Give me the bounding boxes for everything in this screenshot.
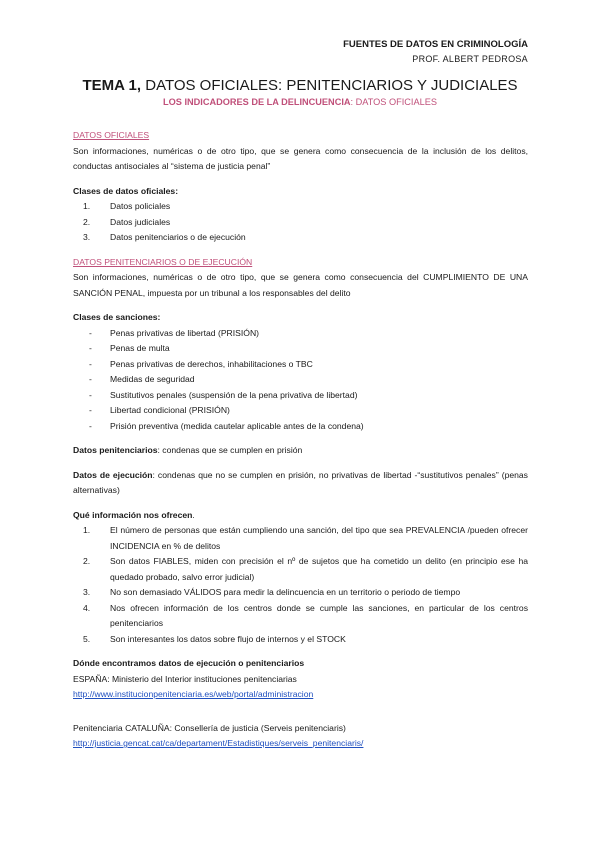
exec-label: Datos de ejecución bbox=[73, 469, 153, 480]
offers-title-text: Qué información nos ofrecen bbox=[73, 509, 193, 520]
where-title: Dónde encontramos datos de ejecución o penitenciarios bbox=[73, 658, 305, 668]
list-text: Son interesantes los datos sobre flujo de internos y el STOCK bbox=[110, 633, 346, 644]
sanctions-list bbox=[73, 326, 528, 435]
list-text: Datos penitenciarios o de ejecución bbox=[110, 232, 246, 242]
list-number: 2. bbox=[83, 216, 91, 227]
list-text: Penas de multa bbox=[110, 343, 170, 353]
list-text: Sustitutivos penales (suspensión de la pena privativa de libertad) bbox=[110, 389, 358, 400]
list-text: Son datos FIABLES, miden con precisión el nº de sujetos que ha cometido un delito (en principio ese ha quedado probado, salvo error judicial) bbox=[110, 556, 528, 582]
list-item bbox=[73, 326, 528, 342]
list-number: 3. bbox=[83, 232, 91, 242]
list-number: 4. bbox=[83, 602, 91, 613]
list-text: Penas privativas de libertad (PRISIÓN) bbox=[110, 327, 260, 338]
list-item bbox=[73, 523, 528, 554]
pen-label: Datos penitenciarios bbox=[73, 445, 158, 455]
dash-bullet: - bbox=[89, 420, 92, 431]
list-number: 2. bbox=[83, 556, 91, 566]
title-rest: DATOS OFICIALES: PENITENCIARIOS Y JUDICIALES bbox=[141, 77, 518, 94]
list-number: 3. bbox=[83, 587, 91, 597]
list-item bbox=[73, 372, 528, 388]
list-item bbox=[73, 199, 528, 215]
list-number: 5. bbox=[83, 633, 91, 644]
list-item bbox=[73, 601, 528, 632]
exec-text: : condenas que no se cumplen en prisión, no privativas de libertad -“sustitutivos penales” (penas alternativas) bbox=[73, 469, 528, 495]
list-item bbox=[73, 230, 528, 246]
classes-list bbox=[73, 199, 528, 246]
catalonia-source: Penitenciaria CATALUÑA: Consellería de justicia (Serveis penitenciaris) bbox=[73, 722, 346, 733]
list-text: El número de personas que están cumpliendo una sanción, del tipo que sea PREVALENCIA /pueden ofrecer INCIDENCIA en % de delitos bbox=[110, 525, 528, 551]
offers-title bbox=[73, 508, 528, 524]
list-number: 1. bbox=[83, 525, 91, 535]
dash-bullet: - bbox=[89, 374, 92, 384]
offers-list bbox=[73, 523, 528, 647]
list-item bbox=[73, 554, 528, 585]
professor-header: PROF. ALBERT PEDROSA bbox=[412, 54, 528, 64]
spain-source: ESPAÑA: Ministerio del Interior instituciones penitenciarias bbox=[73, 673, 297, 684]
catalonia-link[interactable]: http://justicia.gencat.cat/ca/departament/Estadistiques/serveis_penitenciaris/ bbox=[73, 738, 364, 748]
course-header: FUENTES DE DATOS EN CRIMINOLOGÍA bbox=[343, 39, 528, 50]
definition-datos-oficiales: Son informaciones, numéricas o de otro tipo, que se genera como consecuencia de la inclusión de los delitos, conductas antisociales al “sistema de justicia penal” bbox=[73, 145, 528, 171]
subtitle-rest: : DATOS OFICIALES bbox=[350, 97, 437, 107]
title-bold: TEMA 1, bbox=[82, 77, 142, 94]
list-item bbox=[73, 419, 528, 435]
section-heading-datos-oficiales: DATOS OFICIALES bbox=[73, 130, 150, 140]
list-text: Datos policiales bbox=[110, 201, 171, 211]
list-text: Nos ofrecen información de los centros donde se cumple las sanciones, en particular de los centros penitenciarios bbox=[110, 602, 528, 628]
classes-title: Clases de datos oficiales: bbox=[73, 185, 179, 196]
dash-bullet: - bbox=[89, 327, 92, 338]
spain-link[interactable]: http://www.institucionpenitenciaria.es/web/portal/administracion bbox=[73, 689, 314, 699]
pen-text: : condenas que se cumplen en prisión bbox=[157, 445, 303, 455]
pen-definition bbox=[73, 443, 528, 459]
list-text: Medidas de seguridad bbox=[110, 374, 195, 384]
list-text: Datos judiciales bbox=[110, 216, 171, 227]
subtitle-bold: LOS INDICADORES DE LA DELINCUENCIA bbox=[163, 97, 351, 107]
list-item bbox=[73, 341, 528, 357]
dash-bullet: - bbox=[89, 358, 92, 369]
list-text: Prisión preventiva (medida cautelar aplicable antes de la condena) bbox=[110, 420, 364, 431]
list-text: Libertad condicional (PRISIÓN) bbox=[110, 405, 230, 415]
list-item bbox=[73, 403, 528, 419]
dash-bullet: - bbox=[89, 343, 92, 353]
definition-penitenciarios: Son informaciones, numéricas o de otro tipo, que se genera como consecuencia del CUMPLIMIENTO DE UNA SANCIÓN PENAL, impuesta por un tribunal a los responsables del delito bbox=[73, 272, 528, 298]
section-heading-penitenciarios: DATOS PENITENCIARIOS O DE EJECUCIÓN bbox=[73, 256, 253, 267]
offers-title-dot: . bbox=[192, 509, 195, 520]
list-text: No son demasiado VÁLIDOS para medir la delincuencia en un territorio o periodo de tiempo bbox=[110, 587, 461, 597]
dash-bullet: - bbox=[89, 389, 92, 400]
sanctions-title: Clases de sanciones: bbox=[73, 312, 161, 322]
list-item bbox=[73, 388, 528, 404]
exec-definition bbox=[73, 468, 528, 499]
document-body bbox=[73, 128, 528, 752]
list-text: Penas privativas de derechos, inhabilitaciones o TBC bbox=[110, 358, 313, 369]
list-number: 1. bbox=[83, 201, 91, 211]
list-item bbox=[73, 357, 528, 373]
list-item bbox=[73, 632, 528, 648]
page-subtitle bbox=[0, 96, 600, 108]
list-item bbox=[73, 215, 528, 231]
list-item bbox=[73, 585, 528, 601]
dash-bullet: - bbox=[89, 405, 92, 415]
page-title bbox=[0, 76, 600, 96]
